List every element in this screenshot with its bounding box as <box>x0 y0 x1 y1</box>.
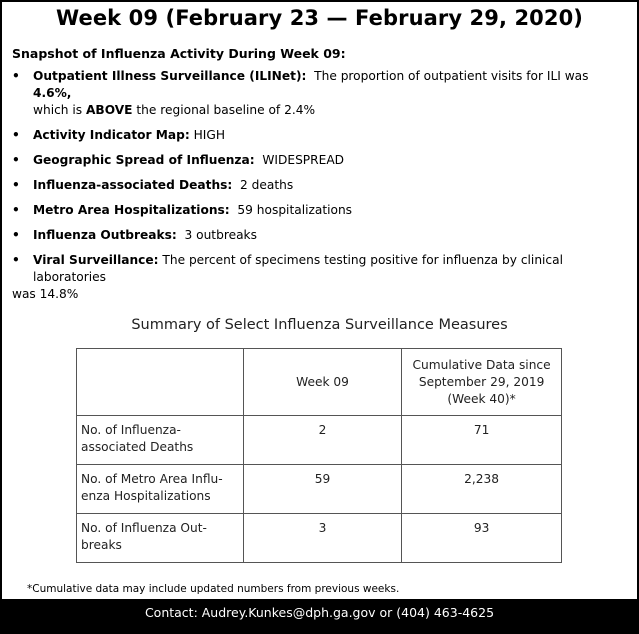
list-item-hospitalizations <box>12 202 628 219</box>
list-item-deaths <box>12 177 628 194</box>
row-week-value: 2 <box>243 416 401 465</box>
iliinet-value: 4.6%, <box>33 86 72 100</box>
activity-map-label: Activity Indicator Map: <box>33 128 190 142</box>
row-label <box>77 465 244 514</box>
activity-map-value: HIGH <box>193 128 226 142</box>
row-label <box>77 416 244 465</box>
row-week-value: 3 <box>243 514 401 563</box>
iliinet-text-c: the regional baseline of 2.4% <box>136 103 316 117</box>
header-cumulative-line1: Cumulative Data since <box>412 357 551 372</box>
outbreaks-value: 3 outbreaks <box>184 228 257 242</box>
table-row <box>77 416 562 465</box>
hospitalizations-value: 59 hospitalizations <box>237 203 353 217</box>
activity-list <box>12 68 628 311</box>
outbreaks-label: Influenza Outbreaks: <box>33 228 177 242</box>
row-label-line1: No. of Metro Area Influ- <box>81 472 223 486</box>
row-cumulative-value: 2,238 <box>402 465 562 514</box>
contact-bar: Contact: Audrey.Kunkes@dph.ga.gov or (404) 463-4625 <box>0 599 639 634</box>
deaths-label: Influenza-associated Deaths: <box>33 178 233 192</box>
iliinet-emphasis: ABOVE <box>86 103 133 117</box>
viral-label: Viral Surveillance: <box>33 253 159 267</box>
table-header-row <box>77 349 562 416</box>
row-label <box>77 514 244 563</box>
iliinet-label: Outpatient Illness Surveillance (ILINet): <box>33 69 307 83</box>
row-label-line2: associated Deaths <box>81 440 194 454</box>
iliinet-text-a: The proportion of outpatient visits for ILI was <box>314 69 589 83</box>
row-cumulative-value: 93 <box>402 514 562 563</box>
geo-spread-value: WIDESPREAD <box>262 153 345 167</box>
row-label-line1: No. of Influenza- <box>81 423 181 437</box>
list-item-activity-map <box>12 127 628 144</box>
header-blank <box>77 349 244 416</box>
snapshot-heading: Snapshot of Influenza Activity During Week 09: <box>12 46 346 61</box>
list-item-iliinet <box>12 68 628 119</box>
summary-table <box>76 348 562 563</box>
list-item-viral <box>12 252 628 303</box>
header-cumulative <box>402 349 562 416</box>
row-cumulative-value: 71 <box>402 416 562 465</box>
page-title: Week 09 (February 23 — February 29, 2020) <box>55 6 584 30</box>
row-label-line2: enza Hospitalizations <box>81 489 211 503</box>
footnote: *Cumulative data may include updated numbers from previous weeks. <box>27 583 400 595</box>
viral-text-wrap: was 14.8% <box>12 287 79 301</box>
hospitalizations-label: Metro Area Hospitalizations: <box>33 203 230 217</box>
deaths-value: 2 deaths <box>240 178 294 192</box>
header-week: Week 09 <box>243 349 401 416</box>
header-cumulative-line2: September 29, 2019 <box>418 374 545 389</box>
iliinet-text-b: which is <box>33 103 83 117</box>
geo-spread-label: Geographic Spread of Influenza: <box>33 153 255 167</box>
table-row <box>77 514 562 563</box>
header-cumulative-line3: (Week 40)* <box>447 391 516 406</box>
viral-text: The percent of specimens testing positive for influenza by clinical laboratories <box>33 253 563 284</box>
table-title: Summary of Select Influenza Surveillance Measures <box>131 317 508 333</box>
row-label-line1: No. of Influenza Out- <box>81 521 207 535</box>
list-item-outbreaks <box>12 227 628 244</box>
list-item-geo-spread <box>12 152 628 169</box>
row-label-line2: breaks <box>81 538 122 552</box>
row-week-value: 59 <box>243 465 401 514</box>
table-row <box>77 465 562 514</box>
